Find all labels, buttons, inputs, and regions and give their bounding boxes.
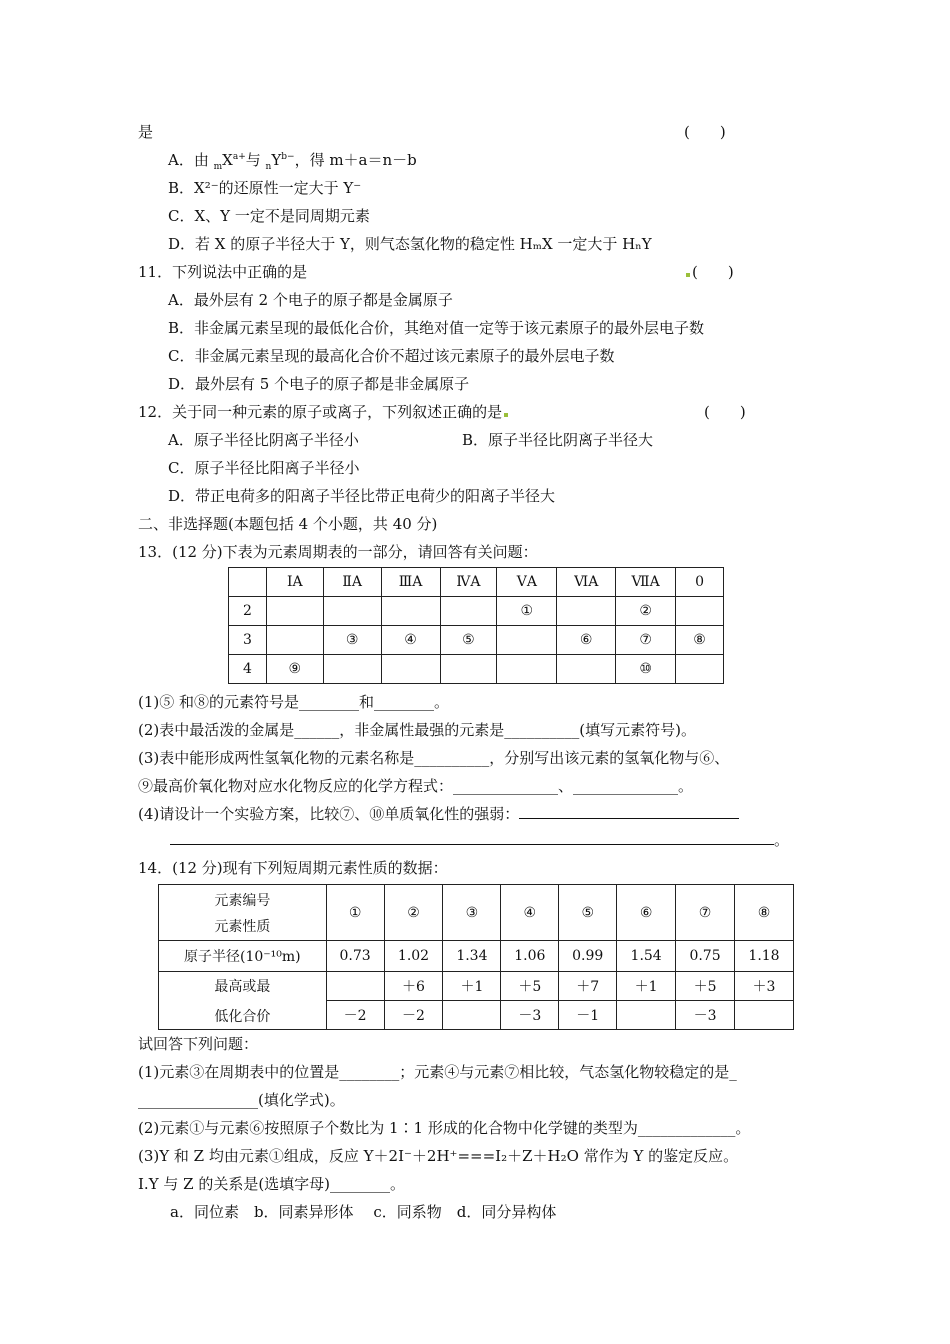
q13-sub4: (4)请设计一个实验方案，比较⑦、⑩单质氧化性的强弱： [138, 804, 739, 824]
q13-sub2: (2)表中最活泼的金属是______，非金属性最强的元素是__________(填写元素符号)。 [138, 721, 696, 739]
table-cell: －3 [676, 1001, 735, 1030]
table-cell: ⑥ [617, 885, 676, 941]
table-cell [326, 972, 384, 1001]
table-cell: 0 [676, 568, 724, 597]
q12-stem: 12．关于同一种元素的原子或离子，下列叙述正确的是 [138, 402, 510, 422]
table-cell: ＋5 [676, 972, 735, 1001]
table-cell: ⅠA [266, 568, 323, 597]
table-cell: ⅥA [557, 568, 616, 597]
q10-option-b: B．X²⁻的还原性一定大于 Y⁻ [168, 179, 362, 197]
table-cell [440, 597, 497, 626]
table-row [229, 655, 724, 684]
periodic-table [228, 567, 724, 684]
table-cell: 1.18 [735, 941, 794, 972]
table-cell: 4 [229, 655, 267, 684]
table-cell: ⑦ [676, 885, 735, 941]
table-cell: －1 [559, 1001, 617, 1030]
q14-sub3-options: a．同位素 b．同素异形体 c．同系物 d．同分异构体 [170, 1203, 557, 1221]
table-cell: 最高或最 低化合价 [159, 972, 327, 1030]
q14-stem: 14．(12 分)现有下列短周期元素性质的数据： [138, 859, 448, 877]
table-cell: ⅤA [497, 568, 557, 597]
table-cell [266, 626, 323, 655]
table-cell: ① [326, 885, 384, 941]
q10-option-d: D．若 X 的原子半径大于 Y，则气态氢化物的稳定性 HₘX 一定大于 HₙY [168, 235, 652, 253]
table-cell: 1.34 [443, 941, 501, 972]
table-cell: ⑤ [440, 626, 497, 655]
q10-option-a: A．由 $_mX^{a+}$与 $_nY^{b-}$，得 m＋a＝n－b [168, 151, 417, 172]
q10-answer-paren: ( ) [684, 123, 726, 141]
table-cell: 0.73 [326, 941, 384, 972]
q14-answer-prompt: 试回答下列问题： [138, 1035, 259, 1053]
table-row [229, 626, 724, 655]
q11-answer-paren: ( ) [684, 262, 734, 282]
table-cell: ⑥ [557, 626, 616, 655]
table-cell: ＋6 [384, 972, 443, 1001]
table-cell: 1.02 [384, 941, 443, 972]
table-cell: －2 [326, 1001, 384, 1030]
table-cell [381, 655, 440, 684]
q13-stem: 13．(12 分)下表为元素周期表的一部分，请回答有关问题： [138, 543, 538, 561]
q11-option-a: A．最外层有 2 个电子的原子都是金属原子 [168, 291, 453, 309]
table-cell [497, 655, 557, 684]
table-cell [557, 597, 616, 626]
q14-sub1-line2: ________________(填化学式)。 [138, 1091, 345, 1109]
table-cell [266, 597, 323, 626]
table-row [159, 972, 794, 1001]
table-cell: ② [616, 597, 676, 626]
table-cell: 3 [229, 626, 267, 655]
table-cell: ⑦ [616, 626, 676, 655]
table-cell [440, 655, 497, 684]
table-cell [323, 597, 381, 626]
answer-blank [519, 804, 739, 819]
table-cell: 1.54 [617, 941, 676, 972]
q14-sub2: (2)元素①与元素⑥按照原子个数比为 1∶1 形成的化合物中化学键的类型为_____________。 [138, 1119, 751, 1137]
answer-blank [170, 830, 774, 845]
table-cell: ④ [381, 626, 440, 655]
table-corner-cell: 元素编号 元素性质 [159, 885, 327, 941]
q12-option-b: B．原子半径比阴离子半径大 [462, 431, 654, 449]
table-cell: 0.75 [676, 941, 735, 972]
q12-answer-paren: ( ) [704, 403, 746, 421]
table-cell [381, 597, 440, 626]
table-cell: ⅣA [440, 568, 497, 597]
table-cell [323, 655, 381, 684]
table-cell: ⑤ [559, 885, 617, 941]
table-row [159, 885, 794, 941]
marker-dot [504, 413, 508, 417]
table-row [159, 941, 794, 972]
table-cell: －2 [384, 1001, 443, 1030]
table-cell: ＋7 [559, 972, 617, 1001]
periodic-table-header [229, 568, 724, 597]
table-cell: ① [497, 597, 557, 626]
table-cell [676, 597, 724, 626]
q13-sub1: (1)⑤ 和⑧的元素符号是________和________。 [138, 693, 450, 711]
table-cell: 原子半径(10⁻¹⁰m) [159, 941, 327, 972]
table-cell [229, 568, 267, 597]
q11-option-b: B．非金属元素呈现的最低化合价，其绝对值一定等于该元素原子的最外层电子数 [168, 319, 705, 337]
table-cell: ③ [443, 885, 501, 941]
table-cell: ＋5 [501, 972, 559, 1001]
table-cell: ⑨ [266, 655, 323, 684]
table-cell: ⅡA [323, 568, 381, 597]
table-cell [676, 655, 724, 684]
q13-sub4-cont: 。 [170, 830, 789, 850]
table-cell: ⑧ [676, 626, 724, 655]
table-row [229, 597, 724, 626]
table-cell: ⅦA [616, 568, 676, 597]
table-cell: ＋3 [735, 972, 794, 1001]
table-cell: ④ [501, 885, 559, 941]
q14-sub3: (3)Y 和 Z 均由元素①组成，反应 Y＋2I⁻＋2H⁺===I₂＋Z＋H₂O 常作为 Y 的鉴定反应。 [138, 1147, 739, 1165]
table-cell [497, 626, 557, 655]
table-cell: －3 [501, 1001, 559, 1030]
q14-sub1-line1: (1)元素③在周期表中的位置是________；元素④与元素⑦相比较，气态氢化物较稳定的是_ [138, 1063, 737, 1081]
table-cell: ＋1 [617, 972, 676, 1001]
q14-sub3-part1: Ⅰ.Y 与 Z 的关系是(选填字母)________。 [138, 1175, 406, 1193]
table-cell [443, 1001, 501, 1030]
table-cell: ⑩ [616, 655, 676, 684]
q11-option-d: D．最外层有 5 个电子的原子都是非金属原子 [168, 375, 470, 393]
q12-option-c: C．原子半径比阳离子半径小 [168, 459, 360, 477]
element-property-table [158, 884, 794, 1030]
q11-stem: 11．下列说法中正确的是 [138, 263, 308, 281]
table-cell: ＋1 [443, 972, 501, 1001]
q13-sub3-line1: (3)表中能形成两性氢氧化物的元素名称是__________，分别写出该元素的氢氧化物与⑥、 [138, 749, 730, 767]
q12-option-a: A．原子半径比阴离子半径小 [168, 431, 359, 449]
table-cell: 0.99 [559, 941, 617, 972]
q10-option-c: C．X、Y 一定不是同周期元素 [168, 207, 370, 225]
q10-stem-tail: 是 [138, 123, 154, 141]
q13-sub3-line2: ⑨最高价氧化物对应水化物反应的化学方程式：______________、______________。 [138, 777, 694, 795]
table-cell [617, 1001, 676, 1030]
table-cell: ⅢA [381, 568, 440, 597]
q11-option-c: C．非金属元素呈现的最高化合价不超过该元素原子的最外层电子数 [168, 347, 615, 365]
table-cell: 2 [229, 597, 267, 626]
table-cell: ② [384, 885, 443, 941]
marker-dot [686, 273, 690, 277]
table-cell [735, 1001, 794, 1030]
section-heading: 二、非选择题(本题包括 4 个小题，共 40 分) [138, 515, 438, 533]
table-cell: ⑧ [735, 885, 794, 941]
table-cell: 1.06 [501, 941, 559, 972]
table-cell [557, 655, 616, 684]
table-cell: ③ [323, 626, 381, 655]
q12-option-d: D．带正电荷多的阳离子半径比带正电荷少的阳离子半径大 [168, 487, 556, 505]
